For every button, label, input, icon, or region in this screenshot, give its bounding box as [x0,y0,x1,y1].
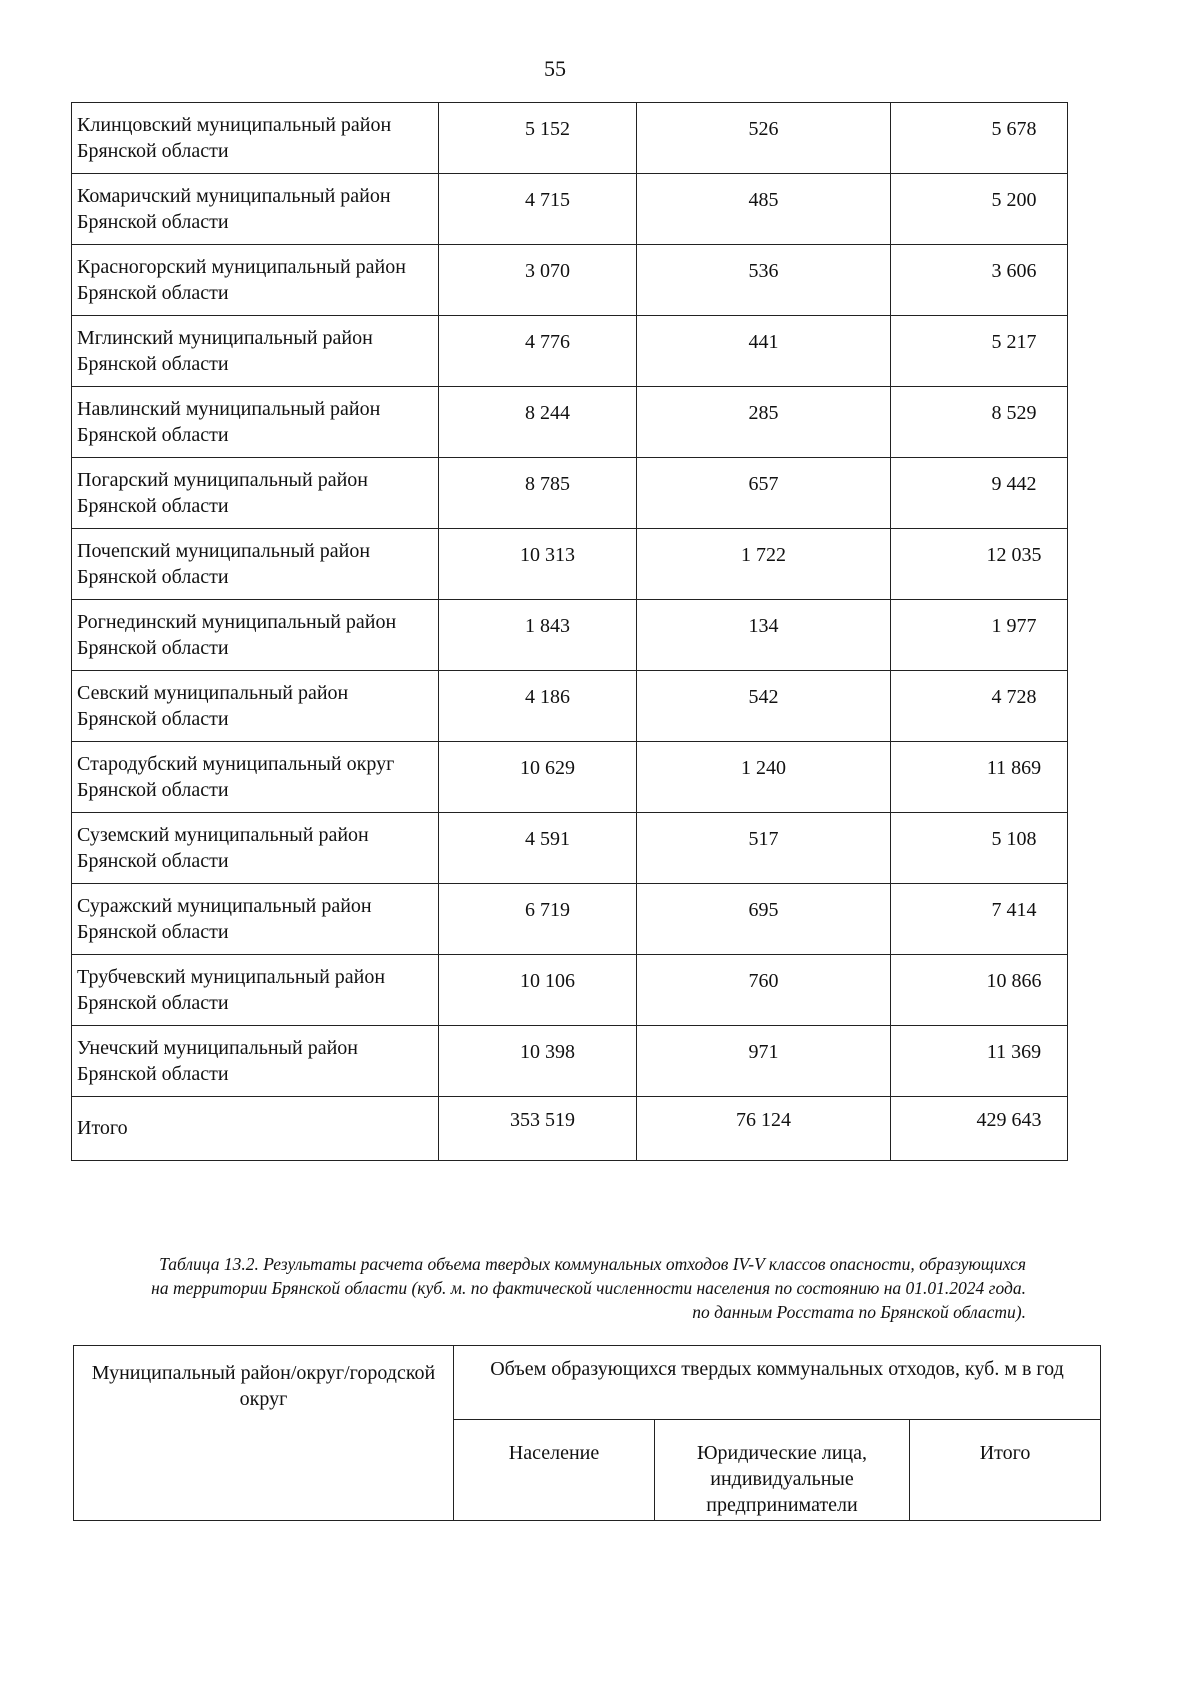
table-row [72,316,1068,387]
population-cell: 1 843 [439,600,637,671]
total-cell: 5 108 [891,813,1068,884]
total-cell: 5 200 [891,174,1068,245]
municipality-cell: Погарский муниципальный район Брянской области [72,458,439,529]
population-cell: 10 313 [439,529,637,600]
table-row [72,884,1068,955]
municipality-cell: Трубчевский муниципальный район Брянской области [72,955,439,1026]
total-cell: 8 529 [891,387,1068,458]
population-cell: 10 629 [439,742,637,813]
legal-entities-cell: 971 [637,1026,891,1097]
header-legal-entities: Юридические лица, индивидуальные предприниматели [655,1420,910,1521]
waste-volume-table [71,102,1068,1161]
legal-entities-cell: 441 [637,316,891,387]
table-row [72,529,1068,600]
municipality-cell: Комаричский муниципальный район Брянской области [72,174,439,245]
population-cell: 4 591 [439,813,637,884]
legal-entities-cell: 485 [637,174,891,245]
legal-entities-cell: 526 [637,103,891,174]
total-cell: 9 442 [891,458,1068,529]
population-cell: 4 715 [439,174,637,245]
municipality-cell: Суземский муниципальный район Брянской области [72,813,439,884]
total-cell: 5 217 [891,316,1068,387]
municipality-cell: Почепский муниципальный район Брянской области [72,529,439,600]
population-cell: 10 398 [439,1026,637,1097]
table-row [72,245,1068,316]
total-cell: 10 866 [891,955,1068,1026]
municipality-cell: Мглинский муниципальный район Брянской области [72,316,439,387]
population-cell: 6 719 [439,884,637,955]
legal-entities-total-cell: 76 124 [637,1097,891,1161]
total-cell: 11 369 [891,1026,1068,1097]
total-cell: 11 869 [891,742,1068,813]
header-municipality: Муниципальный район/округ/городской округ [74,1346,454,1521]
municipality-cell: Суражский муниципальный район Брянской области [72,884,439,955]
legal-entities-cell: 536 [637,245,891,316]
municipality-cell: Рогнединский муниципальный район Брянской области [72,600,439,671]
municipality-cell: Унечский муниципальный район Брянской области [72,1026,439,1097]
table-row [72,955,1068,1026]
legal-entities-cell: 517 [637,813,891,884]
legal-entities-cell: 760 [637,955,891,1026]
waste-volume-table-header [73,1345,1101,1521]
municipality-cell: Севский муниципальный район Брянской области [72,671,439,742]
table-row [72,742,1068,813]
legal-entities-cell: 1 722 [637,529,891,600]
legal-entities-cell: 134 [637,600,891,671]
table-row [72,1026,1068,1097]
total-cell: 12 035 [891,529,1068,600]
table-row [72,103,1068,174]
population-cell: 4 776 [439,316,637,387]
grand-total-cell: 429 643 [891,1097,1068,1161]
header-volume: Объем образующихся твердых коммунальных отходов, куб. м в год [454,1346,1101,1420]
total-row [72,1097,1068,1161]
population-total-cell: 353 519 [439,1097,637,1161]
total-cell: 1 977 [891,600,1068,671]
table-row [72,671,1068,742]
population-cell: 8 244 [439,387,637,458]
total-cell: 5 678 [891,103,1068,174]
page-number: 55 [544,56,566,81]
municipality-cell: Красногорский муниципальный район Брянской области [72,245,439,316]
table-row [72,174,1068,245]
legal-entities-cell: 285 [637,387,891,458]
header-total: Итого [910,1420,1101,1521]
table-row [72,458,1068,529]
legal-entities-cell: 1 240 [637,742,891,813]
total-cell: 3 606 [891,245,1068,316]
municipality-cell: Клинцовский муниципальный район Брянской области [72,103,439,174]
municipality-cell: Стародубский муниципальный округ Брянской области [72,742,439,813]
municipality-cell: Навлинский муниципальный район Брянской области [72,387,439,458]
table-row [72,387,1068,458]
total-cell: 7 414 [891,884,1068,955]
table-row [72,813,1068,884]
table-caption: Таблица 13.2. Результаты расчета объема твердых коммунальных отходов IV-V классов опасности, образующихся на территории Брянской области (куб. м. по фактической численности населения по состоянию на 01.01.2024 года. по данным Росстата по Брянской области). [151,1254,1026,1322]
table-row [72,600,1068,671]
population-cell: 10 106 [439,955,637,1026]
header-population: Население [454,1420,655,1521]
legal-entities-cell: 657 [637,458,891,529]
legal-entities-cell: 542 [637,671,891,742]
population-cell: 8 785 [439,458,637,529]
legal-entities-cell: 695 [637,884,891,955]
total-cell: 4 728 [891,671,1068,742]
total-label-cell: Итого [72,1097,439,1161]
population-cell: 3 070 [439,245,637,316]
population-cell: 5 152 [439,103,637,174]
population-cell: 4 186 [439,671,637,742]
